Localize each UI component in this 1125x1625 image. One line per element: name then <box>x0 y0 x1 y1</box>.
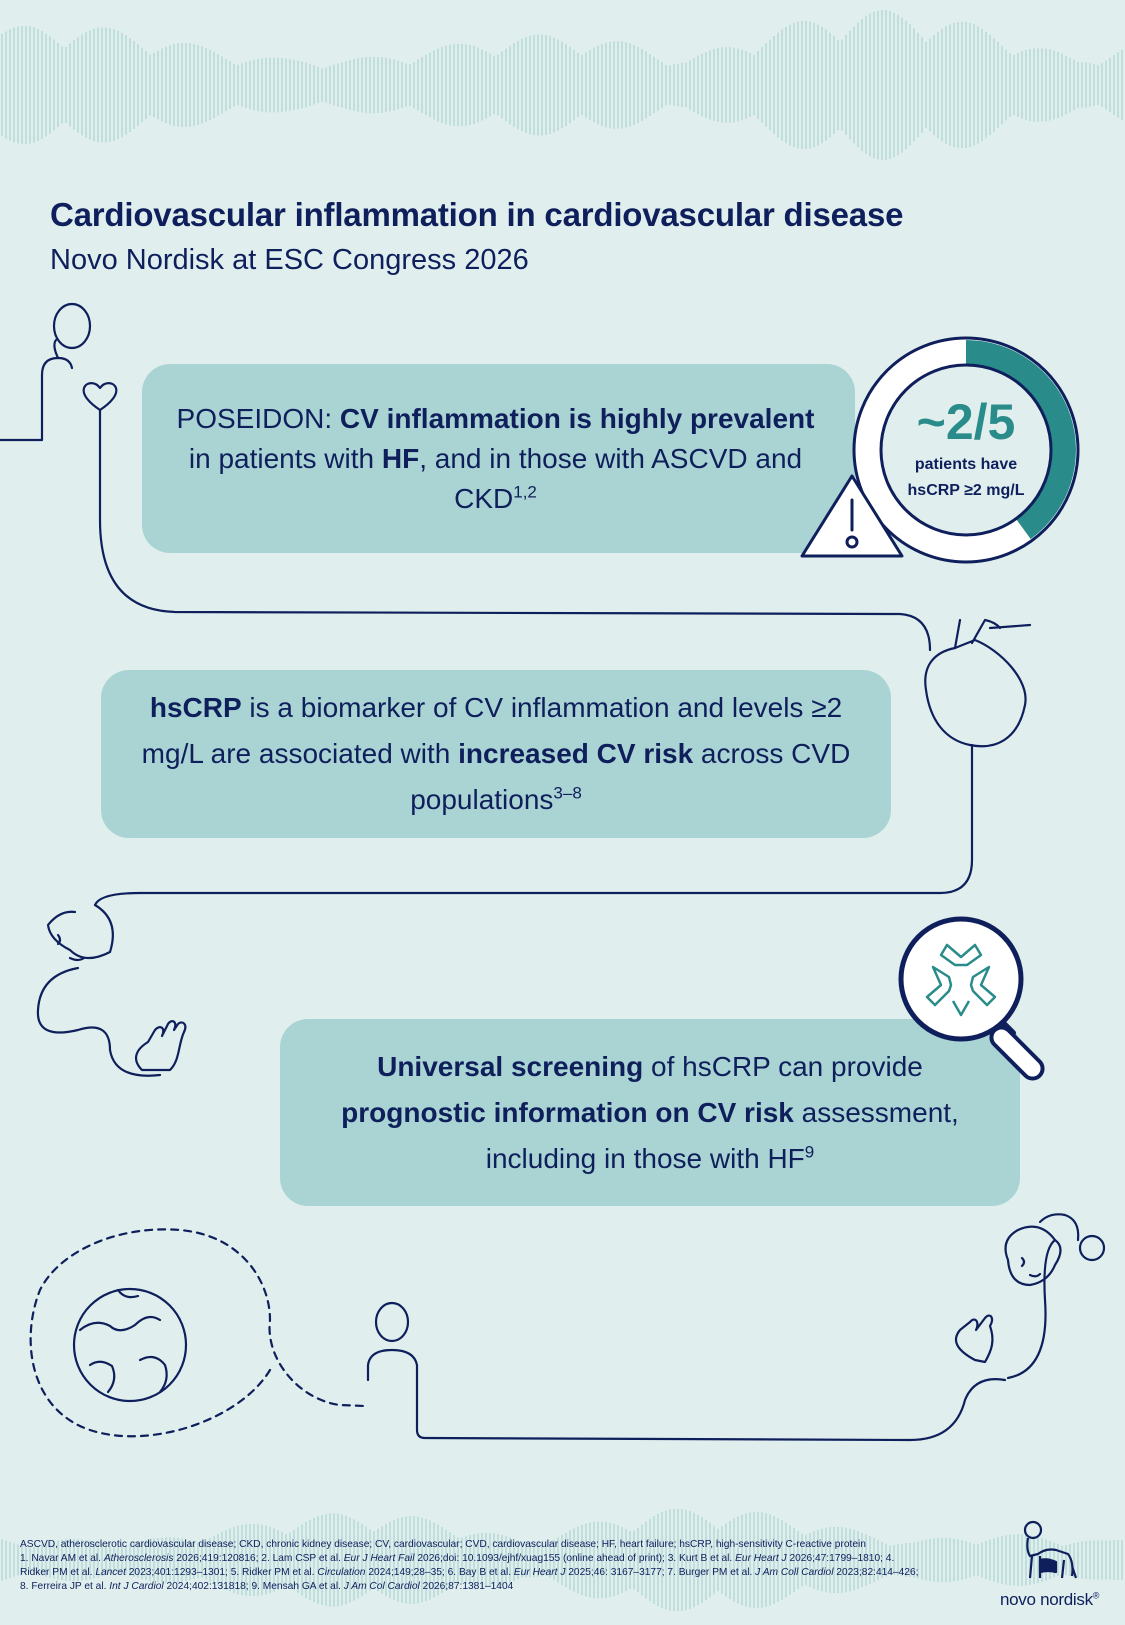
apis-bull-logo-icon <box>1018 1520 1080 1588</box>
footnotes <box>20 1538 920 1594</box>
box1-bold-2: HF <box>381 442 420 474</box>
poseidon-finding-box <box>142 364 855 553</box>
warning-icon <box>796 470 908 562</box>
ref-9-detail: 2026;87:1381–1404 <box>419 1581 514 1592</box>
magnifier-icon <box>895 915 1075 1090</box>
ref-5-detail: 2024;149;28–35; 6. Bay B et al. <box>365 1567 514 1578</box>
brand-name: novo nordisk <box>1000 1590 1093 1609</box>
ref-6-detail: 2025;46: 3167–3177; 7. Burger PM et al. <box>565 1567 756 1578</box>
right-hand-icon <box>956 1316 993 1362</box>
box1-text-1: POSEIDON: <box>176 402 340 434</box>
box2-text-1: is a biomarker of CV inflammation and levels ≥2 mg/L are associated with <box>141 692 843 769</box>
hscrp-biomarker-text <box>121 685 871 823</box>
poseidon-finding-text <box>162 399 829 519</box>
person-head-icon <box>54 304 90 348</box>
ref-7-journal: J Am Coll Cardiol <box>755 1567 834 1578</box>
brand-registered-mark: ® <box>1092 1590 1100 1601</box>
ref-5-journal: Circulation <box>317 1567 366 1578</box>
box3-bold-1: Universal screening <box>377 1050 644 1082</box>
ref-9-journal: J Am Col Cardiol <box>343 1581 420 1592</box>
abbreviations: ASCVD, atherosclerotic cardiovascular disease; CKD, chronic kidney disease; CV, cardiovascular; CVD, cardiovascular disease; HF, heart failure; hsCRP, high-sensitivity C-reactive protein <box>20 1539 866 1550</box>
ref-1: 1. Navar AM et al. <box>20 1553 104 1564</box>
ref-3-journal: Eur Heart J <box>735 1553 787 1564</box>
page-title: Cardiovascular inflammation in cardiovascular disease <box>50 196 904 233</box>
ref-2-journal: Eur J Heart Fail <box>343 1553 415 1564</box>
box3-text-2: assessment, including in those with HF <box>485 1096 959 1174</box>
hand-icon <box>136 1021 185 1070</box>
ref-6-journal: Eur Heart J <box>513 1567 566 1578</box>
box2-reference: 3–8 <box>553 783 582 803</box>
right-person-bun <box>1080 1236 1104 1260</box>
ref-3-detail: 2026;47:1799–1810; 4. Ridker PM et al. <box>20 1553 895 1578</box>
ref-8-detail: 2024;402:131818; 9. Mensah GA et al. <box>163 1581 344 1592</box>
stat-label-2: hsCRP ≥2 mg/L <box>907 482 1025 499</box>
path-segment-4 <box>368 1350 1005 1440</box>
stat-label-1: patients have <box>914 456 1018 473</box>
person-face-icon <box>48 905 113 958</box>
globe-icon <box>74 1289 186 1401</box>
ref-4-journal: Lancet <box>95 1567 126 1578</box>
box2-text-2: across CVD populations <box>410 738 851 815</box>
box3-reference: 9 <box>804 1142 815 1162</box>
box1-bold-1: CV inflammation is highly prevalent <box>339 402 815 434</box>
box3-text-1: of hsCRP can provide <box>643 1050 923 1082</box>
stat-value: ~2/5 <box>916 394 1016 450</box>
ref-2-detail: 2026;doi: 10.1093/ejhf/xuag155 (online ahead of print); 3. Kurt B et al. <box>414 1553 736 1564</box>
brand-logo-text <box>1000 1590 1099 1610</box>
ref-1-detail: 2026;419:120816; 2. Lam CSP et al. <box>173 1553 344 1564</box>
anatomical-heart-icon <box>925 640 1025 746</box>
references <box>20 1552 920 1594</box>
box1-text-3: , and in those with ASCVD and CKD <box>419 442 803 514</box>
ref-8-journal: Int J Cardiol <box>109 1581 164 1592</box>
path-segment-3 <box>38 968 160 1076</box>
box2-bold-2: increased CV risk <box>458 738 694 769</box>
page-subtitle: Novo Nordisk at ESC Congress 2026 <box>50 244 529 276</box>
ref-1-journal: Atherosclerosis <box>103 1553 174 1564</box>
ref-4-detail: 2023;401:1293–1301; 5. Ridker PM et al. <box>125 1567 318 1578</box>
dashed-loop <box>31 1229 365 1436</box>
box2-bold-1: hsCRP <box>149 692 242 723</box>
heart-icon <box>84 383 117 410</box>
box1-reference: 1,2 <box>513 482 537 502</box>
box1-text-2: in patients with <box>188 442 382 474</box>
universal-screening-text <box>320 1044 980 1182</box>
bottom-person-head-icon <box>376 1303 408 1341</box>
hscrp-biomarker-box <box>101 670 891 838</box>
box3-bold-2: prognostic information on CV risk <box>341 1096 794 1128</box>
ref-7-detail: 2023;82:414–426; 8. Ferreira JP et al. <box>20 1567 919 1592</box>
person-arm-line <box>0 358 72 440</box>
